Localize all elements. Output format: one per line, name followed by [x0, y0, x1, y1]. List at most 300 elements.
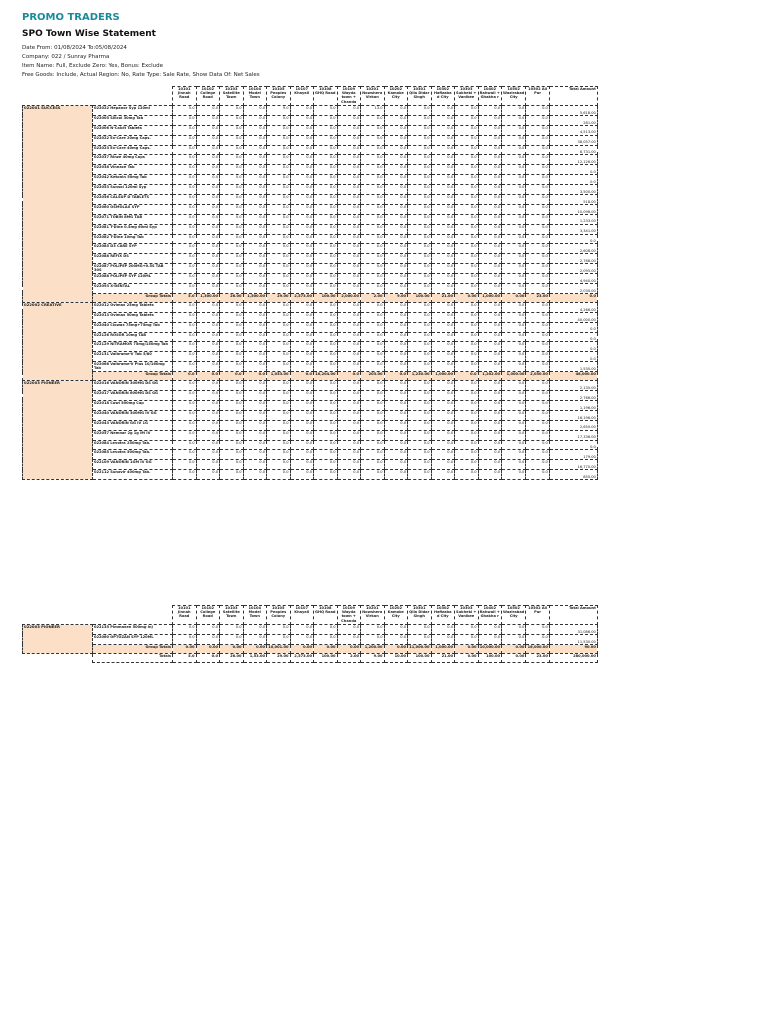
- qty-cell: 0.0: [267, 400, 291, 410]
- qty-cell: 0.0: [361, 302, 385, 312]
- qty-cell: 0.0: [220, 450, 244, 460]
- qty-cell: 0.0: [408, 244, 432, 254]
- qty-cell: 0.0: [408, 195, 432, 205]
- qty-cell: 0.0: [361, 115, 385, 125]
- qty-cell: 0.0: [173, 175, 197, 185]
- qty-cell: 0.0: [267, 214, 291, 224]
- qty-cell: 0.0: [173, 155, 197, 165]
- qty-cell: 0.0: [196, 362, 220, 372]
- qty-cell: 0.0: [243, 155, 267, 165]
- header-row: [23, 87, 598, 106]
- qty-cell: 0.0: [243, 185, 267, 195]
- qty-cell: 0.0: [526, 450, 550, 460]
- table-row: [23, 342, 598, 352]
- qty-cell: 0.0: [502, 284, 526, 294]
- qty-cell: 0.0: [361, 234, 385, 244]
- qty-cell: 0.0: [290, 284, 314, 294]
- qty-cell: 0.0: [337, 470, 361, 480]
- qty-cell: 0.0: [408, 125, 432, 135]
- qty-cell: 0.0: [455, 195, 479, 205]
- qty-cell: 0.0: [314, 625, 338, 635]
- qty-cell: 0.0: [173, 460, 197, 470]
- qty-cell: 0.0: [408, 175, 432, 185]
- group-totals-row-cell: 1,500.00: [243, 293, 267, 302]
- qty-cell: 0.0: [408, 342, 432, 352]
- qty-cell: 0.0: [478, 284, 502, 294]
- table-row: [23, 195, 598, 205]
- group-totals-row-cell: 0.0: [337, 372, 361, 381]
- qty-cell: 0.0: [408, 145, 432, 155]
- qty-cell: 0.0: [408, 634, 432, 644]
- table-row: [23, 254, 598, 264]
- qty-cell: 0.0: [408, 381, 432, 391]
- qty-cell: 0.0: [408, 322, 432, 332]
- qty-cell: 0.0: [220, 410, 244, 420]
- qty-cell: 0.0: [361, 420, 385, 430]
- qty-cell: 0.0: [243, 312, 267, 322]
- qty-cell: 0.0: [267, 450, 291, 460]
- qty-cell: 0.0: [361, 264, 385, 274]
- qty-cell: 0.0: [220, 312, 244, 322]
- qty-cell: 0.0: [361, 322, 385, 332]
- qty-cell: 0.0: [220, 264, 244, 274]
- qty-cell: 0.0: [314, 342, 338, 352]
- qty-cell: 0.0: [431, 400, 455, 410]
- group-totals-row-cell: 0.00: [337, 644, 361, 653]
- column-header: 10105 Peoples Colony: [267, 606, 291, 625]
- table-row: [23, 460, 598, 470]
- qty-cell: 0.0: [478, 125, 502, 135]
- qty-cell: 0.0: [384, 214, 408, 224]
- qty-cell: 0.0: [408, 185, 432, 195]
- qty-cell: 0.0: [384, 274, 408, 284]
- amount-cell: 8,731.00: [549, 145, 597, 155]
- qty-cell: 0.0: [431, 106, 455, 116]
- qty-cell: 0.0: [290, 244, 314, 254]
- qty-cell: 0.0: [361, 362, 385, 372]
- grand-totals-cell: 2,573.00: [290, 653, 314, 662]
- qty-cell: 0.0: [361, 625, 385, 635]
- qty-cell: 0.0: [502, 165, 526, 175]
- item-name: 022085 D3 CARE SYP: [93, 244, 173, 254]
- qty-cell: 0.0: [290, 391, 314, 401]
- qty-cell: 0.0: [526, 274, 550, 284]
- qty-cell: 0.0: [478, 155, 502, 165]
- qty-cell: 0.0: [478, 312, 502, 322]
- column-header: 10109 Wayda town + Chanda: [337, 606, 361, 625]
- qty-cell: 0.0: [526, 165, 550, 175]
- qty-cell: 0.0: [361, 224, 385, 234]
- qty-cell: 0.0: [290, 204, 314, 214]
- qty-cell: 0.0: [478, 195, 502, 205]
- table-row: [23, 115, 598, 125]
- qty-cell: 0.0: [220, 322, 244, 332]
- qty-cell: 0.0: [290, 135, 314, 145]
- qty-cell: 0.0: [337, 195, 361, 205]
- group-totals-row-cell: 2,000.00: [337, 293, 361, 302]
- qty-cell: 0.0: [526, 634, 550, 644]
- qty-cell: 0.0: [243, 274, 267, 284]
- qty-cell: 0.0: [267, 274, 291, 284]
- qty-cell: 9.0: [267, 106, 291, 116]
- qty-cell: 0.0: [220, 381, 244, 391]
- qty-cell: 0.0: [455, 302, 479, 312]
- qty-cell: 0.0: [267, 420, 291, 430]
- amount-cell: 179.00: [549, 450, 597, 460]
- qty-cell: 0.0: [408, 204, 432, 214]
- item-name: 022006 N-Calcit Tablets: [93, 125, 173, 135]
- qty-cell: 0.0: [361, 125, 385, 135]
- group-totals-row-cell: 0.00: [502, 644, 526, 653]
- qty-cell: 0.0: [478, 145, 502, 155]
- qty-cell: 0.0: [502, 420, 526, 430]
- qty-cell: 0.0: [361, 214, 385, 224]
- qty-cell: 0.0: [220, 115, 244, 125]
- qty-cell: 0.0: [455, 264, 479, 274]
- qty-cell: 0.0: [455, 381, 479, 391]
- qty-cell: 0.0: [196, 352, 220, 362]
- qty-cell: 0.0: [361, 155, 385, 165]
- qty-cell: 0.0: [314, 322, 338, 332]
- qty-cell: 0.0: [431, 135, 455, 145]
- qty-cell: 0.0: [526, 115, 550, 125]
- qty-cell: 0.0: [455, 115, 479, 125]
- qty-cell: 0.0: [267, 115, 291, 125]
- header-blank-group: [23, 87, 93, 106]
- qty-cell: 0.0: [267, 460, 291, 470]
- qty-cell: 0.0: [290, 302, 314, 312]
- group-totals-row-cell: 0.0: [290, 372, 314, 381]
- qty-cell: 0.0: [314, 175, 338, 185]
- qty-cell: 0.0: [337, 204, 361, 214]
- qty-cell: 0.0: [384, 625, 408, 635]
- qty-cell: 0.0: [243, 410, 267, 420]
- grand-totals-cell: 9.00: [361, 653, 385, 662]
- qty-cell: 0.0: [314, 284, 338, 294]
- qty-cell: 0.0: [526, 391, 550, 401]
- item-name: 022017 VANORIN 600MG DS GG: [93, 391, 173, 401]
- item-name: 022042 Ketonin 50mg Tab: [93, 175, 173, 185]
- qty-cell: 0.0: [290, 185, 314, 195]
- item-name: 022023 Ex-Care 40mg Caps.: [93, 145, 173, 155]
- qty-cell: 0.0: [502, 460, 526, 470]
- table-row: [23, 400, 598, 410]
- qty-cell: 0.0: [290, 125, 314, 135]
- amount-cell: 0.0: [549, 165, 597, 175]
- qty-cell: 0.0: [243, 634, 267, 644]
- group-totals-row-cell: 203.00: [361, 372, 385, 381]
- qty-cell: 0.0: [337, 115, 361, 125]
- qty-cell: 0.0: [290, 362, 314, 372]
- qty-cell: 0.0: [173, 115, 197, 125]
- group-totals-row-amount: 0.0: [549, 293, 597, 302]
- group-totals-row-cell: 0.0: [196, 372, 220, 381]
- qty-cell: 0.0: [526, 125, 550, 135]
- qty-cell: 0.0: [220, 430, 244, 440]
- column-header: 10109 Wayda town + Chanda: [337, 87, 361, 106]
- qty-cell: 0.0: [173, 234, 197, 244]
- qty-cell: 0.0: [526, 145, 550, 155]
- group-name: 022003 PIONEER: [23, 625, 93, 654]
- qty-cell: 0.0: [361, 195, 385, 205]
- table-row: [23, 135, 598, 145]
- qty-cell: 0.0: [384, 332, 408, 342]
- report-parameters: [22, 44, 260, 80]
- qty-cell: 0.0: [455, 332, 479, 342]
- amount-cell: 4,266.00: [549, 302, 597, 312]
- qty-cell: 0.0: [526, 264, 550, 274]
- grand-totals-cell: 0.00: [502, 653, 526, 662]
- qty-cell: 0.0: [220, 391, 244, 401]
- item-name: 022053 Sunsol 120ml Syp: [93, 185, 173, 195]
- qty-cell: 0.0: [267, 332, 291, 342]
- column-header: 10108 GHQ Road: [314, 87, 338, 106]
- group-totals-row-cell: 0.0: [455, 372, 479, 381]
- amount-cell: 0.0: [549, 440, 597, 450]
- qty-cell: 0.0: [502, 332, 526, 342]
- qty-cell: 0.0: [361, 450, 385, 460]
- table-row: [23, 145, 598, 155]
- qty-cell: 0.0: [267, 470, 291, 480]
- qty-cell: 0.0: [431, 430, 455, 440]
- amount-cell: 1,530.00: [549, 362, 597, 372]
- qty-cell: 0.0: [337, 400, 361, 410]
- qty-cell: 0.0: [290, 175, 314, 185]
- qty-cell: 0.0: [502, 125, 526, 135]
- qty-cell: 0.0: [337, 430, 361, 440]
- group-totals-row-cell: 26.00: [220, 293, 244, 302]
- amount-cell: 4,513.00: [549, 125, 597, 135]
- qty-cell: 0.0: [243, 115, 267, 125]
- qty-cell: 0.0: [290, 440, 314, 450]
- qty-cell: 0.0: [267, 352, 291, 362]
- qty-cell: 0.0: [361, 400, 385, 410]
- qty-cell: 0.0: [267, 362, 291, 372]
- qty-cell: 0.0: [361, 470, 385, 480]
- qty-cell: 0.0: [478, 450, 502, 460]
- qty-cell: 0.0: [502, 145, 526, 155]
- column-header: 10103 Satellite Town: [220, 606, 244, 625]
- qty-cell: 0.0: [337, 332, 361, 342]
- column-header: 10202 Kamoke City: [384, 606, 408, 625]
- table-row: [23, 391, 598, 401]
- amount-cell: 2,608.00: [549, 244, 597, 254]
- qty-cell: 0.0: [431, 312, 455, 322]
- qty-cell: 0.0: [431, 342, 455, 352]
- qty-cell: 0.0: [173, 322, 197, 332]
- column-header: 10108 GHQ Road: [314, 606, 338, 625]
- qty-cell: 0.0: [384, 634, 408, 644]
- item-name: 022088 POLIPEP SYP 120ML: [93, 274, 173, 284]
- grand-totals-row: [23, 653, 598, 662]
- qty-cell: 0.0: [431, 195, 455, 205]
- qty-cell: 0.0: [384, 244, 408, 254]
- qty-cell: 0.0: [337, 625, 361, 635]
- amount-cell: 1,196.00: [549, 400, 597, 410]
- amount-cell: 2,095.00: [549, 264, 597, 274]
- qty-cell: 0.0: [173, 284, 197, 294]
- group-totals-row-cell: 1,230.00: [408, 372, 432, 381]
- qty-cell: 0.0: [196, 115, 220, 125]
- amount-cell: 3,341.00: [549, 224, 597, 234]
- qty-cell: 0.0: [290, 106, 314, 116]
- item-name: 022040 Clowax 75mg+75mg Tab: [93, 322, 173, 332]
- qty-cell: 0.0: [196, 440, 220, 450]
- qty-cell: 0.0: [337, 410, 361, 420]
- qty-cell: 0.0: [173, 332, 197, 342]
- grand-blank: [23, 653, 93, 662]
- column-header: 10502 All Pur: [526, 87, 550, 106]
- qty-cell: 0.0: [478, 322, 502, 332]
- qty-cell: 0.0: [220, 284, 244, 294]
- qty-cell: 0.0: [267, 634, 291, 644]
- qty-cell: 0.0: [478, 400, 502, 410]
- qty-cell: 0.0: [220, 400, 244, 410]
- item-name: 022112 Sunovir 400mg Tab.: [93, 470, 173, 480]
- qty-cell: 0.0: [290, 634, 314, 644]
- qty-cell: 0.0: [384, 234, 408, 244]
- qty-cell: 0.0: [290, 352, 314, 362]
- qty-cell: 0.0: [196, 234, 220, 244]
- qty-cell: 0.0: [526, 381, 550, 391]
- qty-cell: 0.0: [431, 125, 455, 135]
- amount-cell: 17,336.00: [549, 430, 597, 440]
- qty-cell: 0.0: [196, 125, 220, 135]
- table-row: [23, 284, 598, 294]
- param-company: Company: 022 / Sunray Pharma: [22, 54, 110, 60]
- qty-cell: 0.0: [455, 322, 479, 332]
- table-row: [23, 204, 598, 214]
- qty-cell: 0.0: [361, 460, 385, 470]
- qty-cell: 0.0: [526, 430, 550, 440]
- qty-cell: 0.0: [502, 264, 526, 274]
- qty-cell: 0.0: [502, 362, 526, 372]
- table-row: [23, 302, 598, 312]
- qty-cell: 0.0: [384, 224, 408, 234]
- qty-cell: 0.0: [502, 470, 526, 480]
- qty-cell: 0.0: [502, 175, 526, 185]
- qty-cell: 0.0: [478, 332, 502, 342]
- amount-cell: 38,057.00: [549, 135, 597, 145]
- table-row: [23, 362, 598, 372]
- qty-cell: 0.0: [290, 420, 314, 430]
- qty-cell: 0.0: [290, 625, 314, 635]
- table-row: [23, 322, 598, 332]
- item-name: 022016 VANORIN 300MG DS GG: [93, 381, 173, 391]
- group-totals-row-cell: 0.0: [220, 372, 244, 381]
- qty-cell: 0.0: [478, 254, 502, 264]
- column-header: 10101 Jinnah Road: [173, 87, 197, 106]
- amount-cell: 2,030.00: [549, 284, 597, 294]
- table-row: [23, 440, 598, 450]
- qty-cell: 0.0: [431, 352, 455, 362]
- item-name: 022084 Levotra 250mg Tab.: [93, 440, 173, 450]
- column-header: 10201 Nowshera Virkan: [361, 87, 385, 106]
- group-totals-row-amount: 90.00: [549, 644, 597, 653]
- qty-cell: 0.0: [478, 625, 502, 635]
- qty-cell: 0.0: [502, 342, 526, 352]
- qty-cell: 0.0: [220, 460, 244, 470]
- qty-cell: 0.0: [337, 420, 361, 430]
- qty-cell: 0.0: [526, 332, 550, 342]
- qty-cell: 0.0: [173, 470, 197, 480]
- qty-cell: 0.0: [478, 185, 502, 195]
- qty-cell: 0.0: [502, 115, 526, 125]
- qty-cell: 0.0: [196, 332, 220, 342]
- qty-cell: 0.0: [526, 224, 550, 234]
- group-totals-row-cell: 0.0: [243, 372, 267, 381]
- qty-cell: 0.0: [290, 155, 314, 165]
- table-row: [23, 450, 598, 460]
- qty-cell: 0.0: [526, 440, 550, 450]
- qty-cell: 0.0: [526, 254, 550, 264]
- qty-cell: 0.0: [361, 175, 385, 185]
- qty-cell: 0.0: [314, 352, 338, 362]
- qty-cell: 0.0: [431, 332, 455, 342]
- item-name: 022060 OSMOLAX SYP: [93, 204, 173, 214]
- qty-cell: 0.0: [243, 244, 267, 254]
- qty-cell: 0.0: [526, 420, 550, 430]
- qty-cell: 0.0: [290, 264, 314, 274]
- qty-cell: 0.0: [384, 322, 408, 332]
- qty-cell: 0.0: [220, 195, 244, 205]
- qty-cell: 0.0: [478, 430, 502, 440]
- qty-cell: 0.0: [196, 420, 220, 430]
- qty-cell: 0.0: [526, 185, 550, 195]
- qty-cell: 0.0: [243, 254, 267, 264]
- qty-cell: 0.0: [384, 440, 408, 450]
- amount-cell: 31,086.00: [549, 625, 597, 635]
- item-name: 022085 Levotra 500mg Tab.: [93, 450, 173, 460]
- qty-cell: 0.0: [337, 185, 361, 195]
- qty-cell: 0.0: [220, 274, 244, 284]
- qty-cell: 0.0: [267, 204, 291, 214]
- qty-cell: 0.0: [478, 165, 502, 175]
- qty-cell: 0.0: [267, 145, 291, 155]
- qty-cell: 0.0: [455, 440, 479, 450]
- table-row: [23, 244, 598, 254]
- group-totals-row-cell: 100.00: [314, 293, 338, 302]
- company-name: PROMO TRADERS: [22, 12, 120, 23]
- qty-cell: 0.0: [243, 332, 267, 342]
- table-row: [23, 332, 598, 342]
- qty-cell: 0.0: [337, 125, 361, 135]
- item-name: 022057 Nemnar 2g 1g IM IV: [93, 430, 173, 440]
- qty-cell: 0.0: [196, 625, 220, 635]
- qty-cell: 0.0: [243, 175, 267, 185]
- group-totals-row-cell: 2,050.00: [526, 372, 550, 381]
- group-totals-row-cell: 1,000.00: [431, 644, 455, 653]
- group-totals-row-cell: 0.00: [314, 644, 338, 653]
- qty-cell: 0.0: [196, 185, 220, 195]
- qty-cell: 0.0: [243, 381, 267, 391]
- qty-cell: 0.0: [526, 155, 550, 165]
- qty-cell: 0.0: [314, 634, 338, 644]
- group-totals-row-cell: 1,000.00: [431, 372, 455, 381]
- qty-cell: 0.0: [290, 342, 314, 352]
- qty-cell: 0.0: [361, 352, 385, 362]
- qty-cell: 0.0: [502, 440, 526, 450]
- qty-cell: 0.0: [220, 145, 244, 155]
- qty-cell: 0.0: [196, 244, 220, 254]
- column-header: 10502 All Pur: [526, 606, 550, 625]
- qty-cell: 0.0: [478, 204, 502, 214]
- qty-cell: 0.0: [384, 342, 408, 352]
- qty-cell: 0.0: [314, 234, 338, 244]
- qty-cell: 0.0: [173, 381, 197, 391]
- qty-cell: 0.0: [337, 244, 361, 254]
- qty-cell: 0.0: [243, 362, 267, 372]
